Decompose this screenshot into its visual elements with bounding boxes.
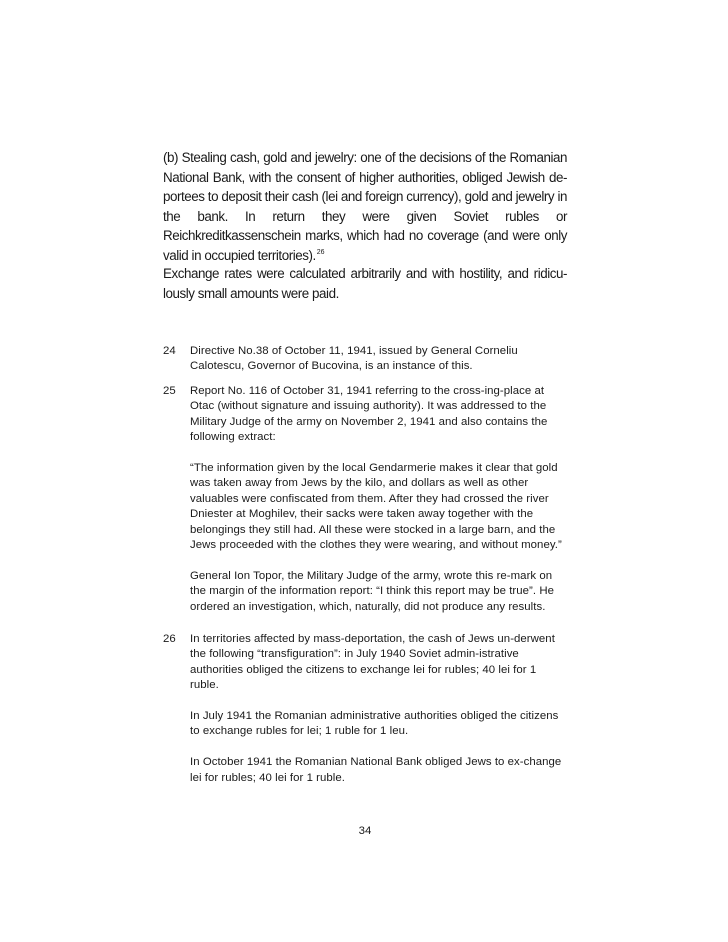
footnote-paragraph: In October 1941 the Romanian National Bank obliged Jews to ex-change lei for rubles; 40 lei for 1 ruble.: [190, 756, 562, 784]
paragraph-stealing-cash: [163, 148, 567, 266]
footnote-body: [190, 632, 563, 786]
page-number: 34: [358, 825, 372, 837]
footnote-paragraph: In July 1941 the Romanian administrative authorities obliged the citizens to exchange rubles for lei; 1 ruble for 1 leu.: [190, 710, 559, 738]
paragraph-stealing-cash-text: (b) Stealing cash, gold and jewelry: one of the decisions of the Romanian National Bank, with the consent of higher authorities, obliged Jewish de-portees to deposit their cash (lei and foreign currency), gold and jewelry in the bank. In return they were given Soviet rubles or Reichkreditkassenschein marks, which had no coverage (and were only valid in occupied territories).: [163, 150, 567, 263]
footnote-paragraph: Report No. 116 of October 31, 1941 referring to the cross-ing-place at Otac (without signature and issuing authority). It was addressed to the Military Judge of the army on November 2, 1941 and also contains the following extract:: [190, 385, 548, 444]
footnote-24: [163, 344, 563, 375]
footnote-paragraph: General Ion Topor, the Military Judge of the army, wrote this re-mark on the margin of the information report: “I think this report may be true”. He ordered an investigation, which, naturally, did not produce any results.: [190, 569, 554, 613]
footnote-reference-26[interactable]: 26: [316, 248, 325, 256]
footnote-body: [190, 344, 563, 375]
footnote-body: [190, 384, 563, 615]
footnote-number: 25: [163, 385, 176, 397]
footnote-number: 26: [163, 633, 176, 645]
footnote-paragraph: In territories affected by mass-deportation, the cash of Jews un-derwent the following “transfiguration”: in July 1940 Soviet admin-istrative authorities obliged the citizens to exchange lei for rubles; 40 lei for 1 ruble.: [190, 633, 555, 692]
footnote-paragraph: Directive No.38 of October 11, 1941, issued by General Corneliu Calotescu, Governor of Bucovina, is an instance of this.: [190, 345, 518, 373]
footnote-26: [163, 632, 563, 786]
paragraph-exchange-rates: Exchange rates were calculated arbitrarily and with hostility, and ridicu-lously small amounts were paid.: [163, 266, 567, 301]
footnote-25: [163, 384, 563, 615]
footnote-number: 24: [163, 345, 176, 357]
footnote-quote: “The information given by the local Gendarmerie makes it clear that gold was taken away from Jews by the kilo, and dollars as well as other valuables were confiscated from them. After they had crossed the river Dniester at Moghilev, their sacks were taken away together with the belongings they still had. All these were stocked in a large barn, and the Jews proceeded with the clothes they were wearing, and without money.”: [190, 462, 562, 552]
